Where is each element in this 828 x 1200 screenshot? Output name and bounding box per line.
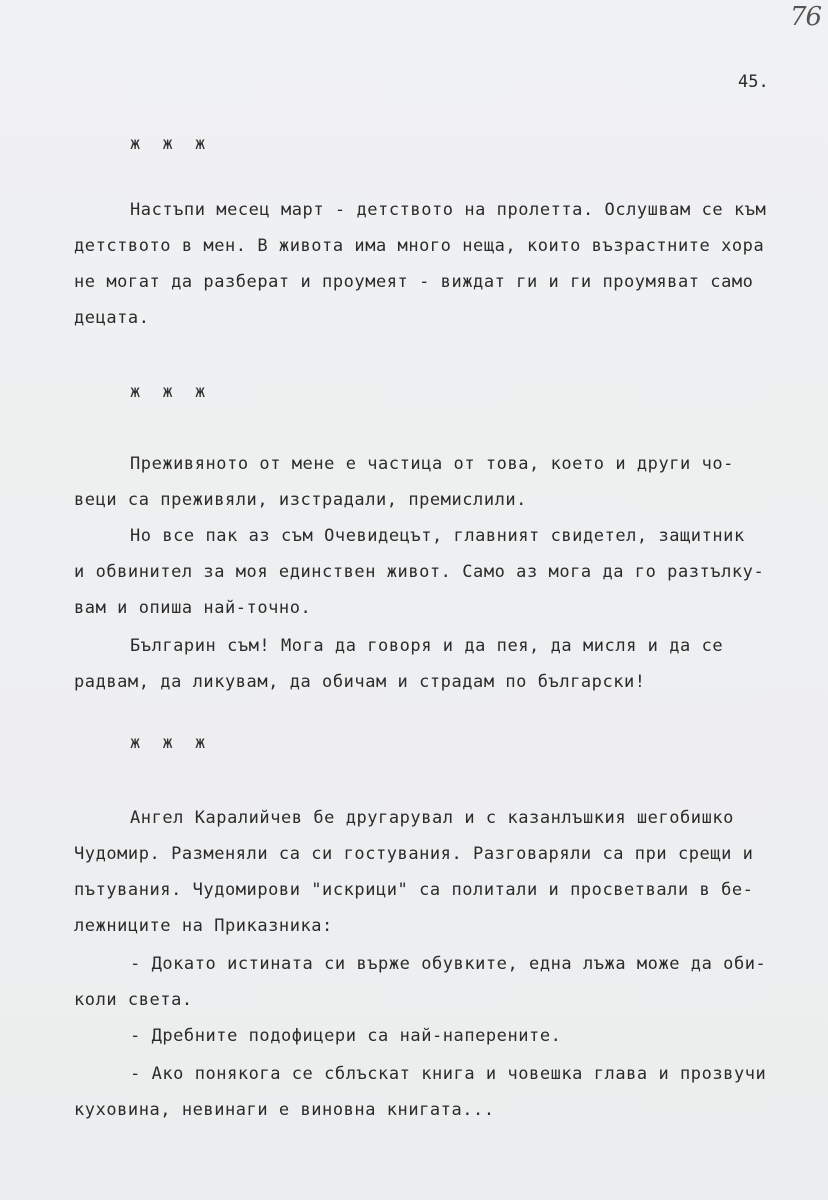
text-line: Преживяното от мене е частица от това, което и други чо- <box>130 454 734 474</box>
section-separator: ж ж ж <box>130 134 212 154</box>
text-line: пътувания. Чудомирови "искрици" са политали и просветвали в бе- <box>74 880 754 900</box>
text-line: детството в мен. В живота има много неща, които възрастните хора <box>74 236 765 256</box>
quote-line: - Дребните подофицери са най-наперените. <box>130 1026 562 1046</box>
text-line: не могат да разберат и проумеят - виждат ги и ги проумяват само <box>74 272 754 292</box>
text-line: Българин съм! Мога да говоря и да пея, да мисля и да се <box>130 636 724 656</box>
page-number: 45. <box>738 72 769 92</box>
text-line: и обвинител за моя единствен живот. Само аз мога да го разтълку- <box>74 562 765 582</box>
quote-line: куховина, невинаги е виновна книгата... <box>74 1100 495 1120</box>
quote-line: - Докато истината си върже обувките, една лъжа може да оби- <box>130 954 767 974</box>
text-line: радвам, да ликувам, да обичам и страдам по български! <box>74 672 646 692</box>
text-line: Чудомир. Разменяли са си гостувания. Разговаряли са при срещи и <box>74 844 754 864</box>
text-line: Но все пак аз съм Очевидецът, главният свидетел, защитник <box>130 526 745 546</box>
text-line: Ангел Каралийчев бе другарувал и с казанлъшкия шегобишко <box>130 808 734 828</box>
text-line: Настъпи месец март - детството на пролетта. Ослушвам се към <box>130 200 767 220</box>
archive-number: 76 <box>790 2 822 32</box>
text-line: децата. <box>74 308 150 328</box>
section-separator: ж ж ж <box>130 733 212 753</box>
quote-line: коли света. <box>74 990 193 1010</box>
section-separator: ж ж ж <box>130 382 212 402</box>
text-line: веци са преживяли, изстрадали, премислили. <box>74 490 527 510</box>
text-line: вам и опиша най-точно. <box>74 598 312 618</box>
text-line: лежниците на Приказника: <box>74 916 333 936</box>
quote-line: - Ако понякога се сблъскат книга и човешка глава и прозвучи <box>130 1064 767 1084</box>
